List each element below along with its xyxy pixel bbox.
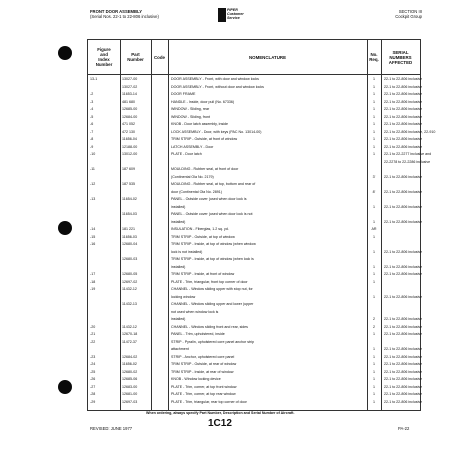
table-row bbox=[88, 332, 423, 337]
microfiche-page-id: 1C12 bbox=[208, 418, 232, 429]
cell-quantity: 1 bbox=[373, 279, 375, 284]
cell-figure: -5 bbox=[90, 114, 94, 119]
header-line: Req. bbox=[369, 57, 379, 62]
cell-part-number: 11432-12 bbox=[122, 287, 137, 291]
cell-part-number: 12683-00 bbox=[122, 384, 138, 389]
cell-figure: -19 bbox=[90, 287, 96, 291]
cell-part-number: 11654-02 bbox=[122, 197, 137, 201]
cell-figure: -12 bbox=[90, 182, 96, 186]
cell-quantity: 1 bbox=[373, 204, 375, 209]
table-row bbox=[88, 347, 423, 352]
header-line: NOMENCLATURE bbox=[249, 54, 286, 60]
cell-nomenclature: PLATE - Trim, corner, at top front window bbox=[171, 384, 237, 389]
cell-quantity: 1 bbox=[373, 219, 375, 224]
cell-part-number: 12680-03 bbox=[122, 257, 138, 261]
piper-logo bbox=[218, 8, 248, 22]
cell-serial-numbers: 22-1 to 22-806 inclusive bbox=[384, 392, 423, 396]
assembly-title bbox=[90, 9, 159, 19]
cell-figure: -27 bbox=[90, 384, 96, 389]
cell-part-number: 12697-02 bbox=[122, 279, 138, 284]
cell-figure: -2 bbox=[90, 92, 94, 96]
section-label bbox=[382, 9, 422, 19]
cell-part-number: 11656-04 bbox=[122, 137, 137, 141]
cell-quantity: 1 bbox=[373, 264, 375, 269]
table-row bbox=[88, 144, 423, 150]
cell-figure: -18 bbox=[90, 279, 96, 284]
cell-nomenclature: PLATE - Trim, triangular, front top corner of door bbox=[171, 279, 248, 284]
cell-nomenclature: STRIP - Anchor, upholstered core panel bbox=[171, 354, 235, 359]
cell-serial-numbers: 22-1 to 22-806 inclusive bbox=[384, 272, 423, 276]
table-row bbox=[88, 340, 420, 345]
table-row bbox=[88, 384, 423, 390]
cell-nomenclature: TRIM STRIP - Inside, at rear of window bbox=[171, 369, 234, 374]
table-row bbox=[88, 122, 423, 127]
table-row bbox=[88, 362, 423, 367]
table-row bbox=[88, 197, 420, 202]
header-line: Part bbox=[131, 52, 140, 57]
cell-serial-numbers: 22-1 to 22-806 inclusive bbox=[384, 137, 423, 141]
cell-serial-numbers: 22-1 to 22-806 inclusive bbox=[384, 204, 423, 209]
cell-quantity: 1 bbox=[373, 84, 375, 89]
cell-quantity: 1 bbox=[373, 362, 375, 366]
column-header-req bbox=[367, 40, 381, 74]
cell-quantity: 1 bbox=[373, 294, 375, 299]
cell-quantity: 1 bbox=[373, 137, 375, 141]
cell-serial-numbers: 22-1 to 22-806 inclusive bbox=[384, 384, 423, 389]
cell-serial-numbers: 22-1 to 22-806 inclusive, 22-910 bbox=[384, 129, 436, 134]
cell-serial-numbers: 22-1 to 22-806 inclusive bbox=[384, 122, 423, 126]
table-row bbox=[88, 84, 423, 90]
cell-part-number: 12681-00 bbox=[122, 392, 138, 396]
cell-figure: -10 bbox=[90, 152, 96, 156]
cell-part-number: 13027-02 bbox=[122, 84, 138, 89]
cell-part-number: 12670-18 bbox=[122, 332, 138, 336]
cell-nomenclature: TRIM STRIP - Outside, at front of window bbox=[171, 137, 238, 141]
cell-figure: -15 bbox=[90, 234, 96, 239]
cell-quantity: 1 bbox=[373, 129, 375, 134]
logo-line-1: PIPER bbox=[227, 8, 238, 12]
cell-quantity: 1 bbox=[373, 107, 375, 111]
cell-nomenclature: PLATE - Trim, triangular, rear top corner of door bbox=[171, 399, 247, 404]
cell-figure: -22 bbox=[90, 339, 96, 344]
cell-nomenclature: LOCK ASSEMBLY - Door, with keys (PAC No. 13014-00) bbox=[171, 129, 262, 134]
page-number: PA-22 bbox=[398, 426, 410, 431]
cell-figure: -11 bbox=[90, 167, 95, 171]
table-row bbox=[88, 264, 423, 270]
cell-nomenclature: installed) bbox=[171, 264, 186, 269]
cell-part-number: 13012-00 bbox=[122, 152, 138, 156]
cell-figure: -8 bbox=[90, 137, 94, 141]
cell-serial-numbers: 22-1 to 22-806 inclusive bbox=[384, 249, 423, 254]
table-row bbox=[88, 219, 423, 225]
cell-nomenclature: PANEL - Outside cover (used when door lock is bbox=[171, 197, 247, 201]
cell-quantity: 1 bbox=[373, 152, 375, 156]
cell-quantity: 1 bbox=[373, 144, 375, 149]
table-row bbox=[88, 137, 423, 142]
cell-serial-numbers: 22-1 to 22-806 inclusive bbox=[384, 354, 423, 359]
cell-quantity: 1 bbox=[373, 234, 375, 239]
cell-nomenclature: (Continental Ola No. 2179) bbox=[171, 174, 214, 179]
table-row bbox=[88, 287, 420, 292]
cell-nomenclature: WINDOW - Sliding, rear bbox=[171, 107, 210, 111]
cell-nomenclature: TRIM STRIP - Inside, at top of window (when window bbox=[171, 242, 256, 246]
header-line: SERIAL NUMBERS bbox=[389, 49, 412, 60]
cell-part-number: 187 535 bbox=[122, 182, 135, 186]
parts-table bbox=[87, 39, 436, 411]
cell-nomenclature: installed) bbox=[171, 204, 186, 209]
cell-quantity: 1 bbox=[373, 114, 375, 119]
binder-hole-top bbox=[58, 46, 72, 60]
table-row bbox=[88, 204, 423, 210]
cell-part-number: 12680-04 bbox=[122, 242, 138, 246]
cell-figure: -28 bbox=[90, 392, 96, 396]
table-row bbox=[88, 249, 423, 255]
cell-nomenclature: TRIM STRIP - Inside, at top of window (when lock is bbox=[171, 257, 254, 261]
table-row bbox=[88, 242, 420, 247]
table-row bbox=[88, 392, 423, 397]
logo-line-2: Customer bbox=[227, 11, 244, 16]
title-serials: (Serial Nos. 22-1 to 22-806 inclusive) bbox=[90, 14, 159, 19]
cell-quantity: 1 bbox=[373, 272, 375, 276]
cell-nomenclature: MOULDING - Rubber seal, at top, bottom and rear of bbox=[171, 182, 256, 186]
cell-nomenclature: TRIM STRIP - Outside, at rear of window bbox=[171, 362, 237, 366]
table-row bbox=[88, 317, 423, 322]
cell-part-number: 11656-03 bbox=[122, 234, 137, 239]
cell-serial-numbers: 22-1 to 22-806 inclusive bbox=[384, 84, 423, 89]
table-row bbox=[88, 280, 420, 285]
cell-serial-numbers: 22-1 to 22-806 inclusive bbox=[384, 317, 423, 321]
cell-figure: -29 bbox=[90, 399, 96, 404]
table-row bbox=[88, 107, 423, 112]
table-row bbox=[88, 212, 420, 217]
cell-figure: -6 bbox=[90, 122, 94, 126]
cell-figure: -13 bbox=[90, 197, 96, 201]
cell-part-number: 12188-00 bbox=[122, 144, 138, 149]
cell-serial-numbers: 22-1 to 22-806 inclusive bbox=[384, 114, 423, 119]
cell-serial-numbers: 22-1 to 22-806 inclusive bbox=[384, 92, 423, 96]
cell-figure: -21 bbox=[90, 332, 96, 336]
cell-serial-numbers: 22-1 to 22-806 inclusive bbox=[384, 219, 423, 224]
logo-mark bbox=[218, 8, 226, 22]
cell-nomenclature: not used when window lock is bbox=[171, 309, 219, 314]
cell-nomenclature: attachment bbox=[171, 347, 189, 351]
table-row bbox=[88, 377, 423, 382]
cell-serial-numbers: 22-1 to 22-806 inclusive bbox=[384, 324, 423, 329]
header-line: Code bbox=[154, 54, 165, 60]
cell-quantity: AR bbox=[371, 227, 377, 231]
cell-serial-numbers: 22-1 to 22-806 inclusive bbox=[384, 144, 423, 149]
cell-serial-numbers: 22-1 to 22-806 inclusive bbox=[384, 174, 423, 179]
table-row bbox=[88, 189, 423, 195]
cell-nomenclature: PANEL - Trim, upholstered, inside bbox=[171, 332, 225, 336]
column-header-code bbox=[151, 40, 168, 74]
cell-part-number: 187 609 bbox=[122, 167, 135, 171]
table-row bbox=[88, 227, 420, 232]
cell-nomenclature: PLATE - Door latch bbox=[171, 152, 202, 156]
cell-nomenclature: DOOR ASSEMBLY - Front, with door and window locks bbox=[171, 77, 259, 81]
cell-part-number: 181 221 bbox=[122, 227, 135, 231]
table-row bbox=[88, 302, 420, 307]
ordering-note: When ordering, always specify Part Number, Description and Serial Number of Aircraft. bbox=[146, 411, 295, 415]
cell-quantity: 1 bbox=[373, 332, 375, 336]
table-row bbox=[88, 129, 436, 135]
table-row bbox=[88, 354, 423, 360]
cell-part-number: 12684-02 bbox=[122, 354, 138, 359]
cell-nomenclature: KNOB - Window locking device bbox=[171, 377, 221, 381]
cell-quantity: 1 bbox=[373, 369, 375, 374]
cell-nomenclature: PLATE - Trim, corner, at top rear window bbox=[171, 392, 236, 396]
cell-quantity: 1 bbox=[373, 99, 375, 104]
cell-figure: -20 bbox=[90, 324, 96, 329]
cell-serial-numbers: 22-1 to 22-806 inclusive bbox=[384, 369, 423, 374]
header-line: No. bbox=[370, 52, 378, 57]
cell-quantity: 1 bbox=[373, 384, 375, 389]
cell-part-number: 12680-05 bbox=[122, 272, 138, 276]
cell-figure: -16 bbox=[90, 242, 96, 246]
cell-quantity: 2 bbox=[373, 324, 375, 329]
table-row bbox=[88, 152, 432, 157]
cell-figure: -9 bbox=[90, 144, 94, 149]
cell-nomenclature: KNOB - Door latch assembly, inside bbox=[171, 122, 229, 126]
cell-part-number: 11654-03 bbox=[122, 212, 137, 216]
table-row bbox=[88, 399, 423, 405]
cell-quantity: 1 bbox=[373, 399, 375, 404]
table-row bbox=[88, 310, 420, 315]
cell-serial-numbers: 22-1 to 22-806 inclusive bbox=[384, 77, 423, 81]
cell-figure: -23 bbox=[90, 354, 96, 359]
binder-hole-bottom bbox=[58, 380, 72, 394]
table-row bbox=[88, 174, 423, 180]
binder-hole-middle bbox=[58, 221, 72, 235]
cell-serial-numbers: 22-1 to 22-806 inclusive bbox=[384, 107, 423, 111]
cell-nomenclature: door (Continental Ola No. 2891) bbox=[171, 189, 222, 194]
table-row bbox=[88, 257, 420, 262]
table-row bbox=[88, 272, 423, 277]
cell-quantity: 1 bbox=[373, 377, 375, 381]
column-header-nomenclature bbox=[168, 40, 367, 74]
cell-quantity: 8' bbox=[372, 189, 376, 194]
cell-figure: -25 bbox=[90, 369, 96, 374]
cell-figure: -14 bbox=[90, 227, 96, 231]
cell-part-number: 12697-03 bbox=[122, 399, 138, 404]
cell-serial-numbers: 22-1 to 22-806 inclusive bbox=[384, 377, 423, 381]
header-line: Figure bbox=[97, 47, 111, 52]
cell-nomenclature: DOOR FRAME bbox=[171, 92, 196, 96]
logo-text bbox=[227, 9, 244, 21]
cell-nomenclature: CHANNEL - Window sliding upper with stop nut, for bbox=[171, 287, 253, 291]
cell-nomenclature: TRIM STRIP - Inside, at front of window bbox=[171, 272, 235, 276]
cell-nomenclature: locking window bbox=[171, 294, 196, 299]
table-row bbox=[88, 182, 420, 187]
cell-nomenclature: LATCH ASSEMBLY - Door bbox=[171, 144, 214, 149]
cell-nomenclature: STRIP - Pyralin, upholstered core panel anchor strip bbox=[171, 339, 255, 344]
cell-quantity: 2 bbox=[373, 317, 375, 321]
cell-quantity: 1 bbox=[373, 77, 375, 81]
cell-part-number: 481 680 bbox=[122, 99, 135, 104]
cell-part-number: 12685-06 bbox=[122, 377, 138, 381]
cell-nomenclature: CHANNEL - Window sliding upper and lower (upper bbox=[171, 302, 254, 306]
cell-part-number: 11653-14 bbox=[122, 92, 137, 96]
cell-nomenclature: TRIM STRIP - Outside, at top of window bbox=[171, 234, 235, 239]
column-header-part bbox=[120, 40, 151, 74]
cell-part-number: 11656-02 bbox=[122, 362, 137, 366]
cell-part-number: 11432-13 bbox=[122, 302, 137, 306]
cell-part-number: 13027-00 bbox=[122, 77, 138, 81]
cell-serial-numbers: 22-1 to 22-806 inclusive bbox=[384, 264, 423, 269]
cell-figure: -7 bbox=[90, 129, 94, 134]
cell-serial-numbers: 22-1 to 22-806 inclusive bbox=[384, 347, 423, 351]
cell-serial-numbers: 22-2278 to 22-2286 inclusive bbox=[384, 159, 431, 164]
cell-serial-numbers: 22-1 to 22-806 inclusive bbox=[384, 99, 423, 104]
cell-serial-numbers: 22-1 to 22-806 inclusive bbox=[384, 294, 423, 299]
cell-nomenclature: HANDLE - Inside, door pull (No. 67336) bbox=[171, 99, 235, 104]
table-row bbox=[88, 77, 423, 82]
cell-figure: -24 bbox=[90, 362, 96, 366]
header-line: AFFECTED bbox=[388, 59, 413, 65]
cell-serial-numbers: 22-1 to 22-2277 inclusive and bbox=[384, 152, 432, 156]
header-line: Number bbox=[127, 57, 144, 62]
logo-line-3: Service bbox=[227, 15, 240, 20]
cell-quantity: 1 bbox=[373, 347, 375, 351]
table-row bbox=[88, 159, 431, 165]
cell-nomenclature: WINDOW - Sliding, front bbox=[171, 114, 210, 119]
cell-nomenclature: installed) bbox=[171, 317, 186, 321]
cell-figure: -17 bbox=[90, 272, 96, 276]
cell-nomenclature: MOULDING - Rubber seal, at front of door bbox=[171, 167, 239, 171]
cell-nomenclature: installed) bbox=[171, 219, 186, 224]
cell-part-number: 12684-00 bbox=[122, 114, 138, 119]
table-row bbox=[88, 167, 420, 172]
cell-part-number: 471 052 bbox=[122, 122, 135, 126]
cell-nomenclature: CHANNEL - Window sliding front and rear, sides bbox=[171, 324, 248, 329]
cell-figure: -26 bbox=[90, 377, 96, 381]
cell-figure: -3 bbox=[90, 99, 94, 104]
column-header-serial bbox=[381, 40, 420, 74]
cell-quantity: 1 bbox=[373, 122, 375, 126]
table-row bbox=[88, 324, 423, 330]
cell-serial-numbers: 22-1 to 22-806 inclusive bbox=[384, 332, 423, 336]
cell-part-number: 12685-00 bbox=[122, 107, 138, 111]
cell-serial-numbers: 22-1 to 22-806 inclusive bbox=[384, 189, 423, 194]
section-number: SECTION III bbox=[398, 9, 422, 14]
cell-quantity: 3' bbox=[372, 174, 376, 179]
cell-part-number: 11432-12 bbox=[122, 324, 137, 329]
cell-figure: -4 bbox=[90, 107, 94, 111]
cell-serial-numbers: 22-1 to 22-806 inclusive bbox=[384, 399, 423, 404]
cell-part-number: 472 130 bbox=[122, 129, 135, 134]
table-row bbox=[88, 92, 423, 97]
table-row bbox=[88, 294, 423, 300]
table-row bbox=[88, 114, 423, 120]
revision-date: REVISED: JUNE 1977 bbox=[90, 426, 133, 431]
cell-quantity: 1 bbox=[373, 392, 375, 396]
cell-quantity: 1 bbox=[373, 249, 375, 254]
cell-figure: 13-1 bbox=[90, 77, 98, 81]
header-line: Index bbox=[98, 57, 110, 62]
cell-nomenclature: INSULATION - Fiberglas, 1.2 sq. yd. bbox=[171, 227, 229, 231]
table-row bbox=[88, 235, 420, 240]
cell-quantity: 1 bbox=[373, 354, 375, 359]
cell-part-number: 11472-37 bbox=[122, 339, 137, 344]
table-row bbox=[88, 99, 423, 105]
cell-nomenclature: PANEL - Outside cover (used when door lock is not bbox=[171, 212, 253, 216]
cell-nomenclature: lock is not installed) bbox=[171, 249, 203, 254]
cell-quantity: 1 bbox=[373, 92, 375, 96]
cell-part-number: 12680-02 bbox=[122, 369, 138, 374]
column-header-figure bbox=[88, 40, 120, 74]
cell-serial-numbers: 22-1 to 22-806 inclusive bbox=[384, 362, 423, 366]
header-line: Number bbox=[95, 62, 113, 67]
table-row bbox=[88, 369, 423, 375]
header-line: and bbox=[100, 52, 108, 57]
header-divider bbox=[88, 74, 420, 75]
cell-nomenclature: DOOR ASSEMBLY - Front, without door and window locks bbox=[171, 84, 264, 89]
title-text: FRONT DOOR ASSEMBLY bbox=[90, 9, 143, 14]
section-group: Cockpit Group bbox=[395, 14, 422, 19]
